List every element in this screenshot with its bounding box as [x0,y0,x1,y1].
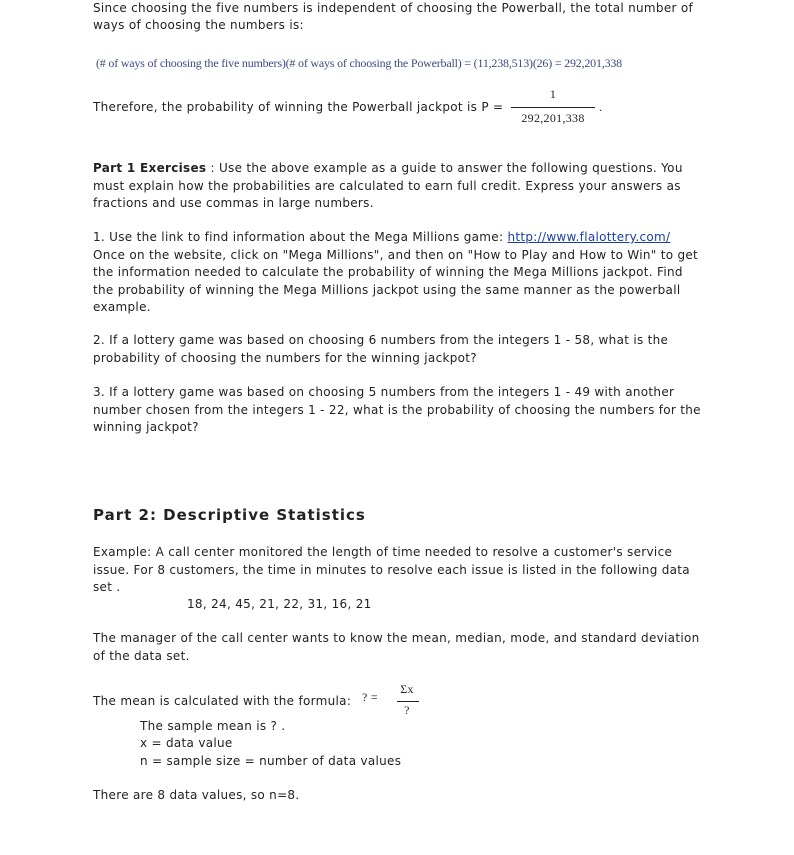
part2-heading: Part 2: Descriptive Statistics [93,506,366,524]
q1-rest: Once on the website, click on "Mega Millions", and then on "How to Play and How to Win" to get the information needed to calculate the probability of winning the Mega Millions jackpot. Find the probability of winning the Mega Millions jackpot using the same manner as the powerball example. [93,247,699,314]
probability-text: Therefore, the probability of winning the Powerball jackpot is P = [93,100,504,114]
flalottery-link[interactable]: http://www.flalottery.com/ [507,230,671,244]
part1-colon: : [206,161,219,175]
definition-n: n = sample size = number of data values [140,754,402,768]
probability-denominator: 292,201,338 [521,111,585,125]
manager-text: The manager of the call center wants to know the mean, median, mode, and standard deviation of the data set. [93,631,700,663]
q1-prefix: 1. Use the link to find information about the Mega Millions game: [93,230,508,244]
mean-numerator: Σx [400,682,414,696]
intro-line-1: Since choosing the five numbers is independent of choosing the Powerball, the total number of [93,1,694,15]
definition-x: x = data value [140,736,233,750]
data-count-text: There are 8 data values, so n=8. [93,788,300,802]
part1-label: Part 1 Exercises [93,161,207,175]
question-2: 2. If a lottery game was based on choosing 6 numbers from the integers 1 - 58, what is the probability of choosing the numbers for the winning jackpot? [93,333,669,365]
question-1 [93,229,705,317]
part1-instructions [93,160,705,213]
mean-formula-text: The mean is calculated with the formula: [93,694,352,708]
fraction-bar [511,107,595,108]
definition-sample-mean: The sample mean is ? . [140,719,286,733]
intro-line-2: ways of choosing the numbers is: [93,18,304,32]
example-text: Example: A call center monitored the length of time needed to resolve a customer's service issue. For 8 customers, the time in minutes to resolve each issue is listed in the following data set . [93,545,690,594]
mean-denominator: ? [404,703,410,717]
mean-symbol: ? = [362,690,378,704]
question-3: 3. If a lottery game was based on choosing 5 numbers from the integers 1 - 49 with another number chosen from the integers 1 - 22, what is the probability of choosing the numbers for the winning jackpot? [93,385,701,434]
powerball-formula: (# of ways of choosing the five numbers)(# of ways of choosing the Powerball) = (11,238,513)(26) = 292,201,338 [96,56,622,70]
mean-fraction-bar [397,701,419,702]
dataset-values: 18, 24, 45, 21, 22, 31, 16, 21 [187,597,372,611]
probability-numerator: 1 [549,87,557,101]
part1-text: Use the above example as a guide to answer the following questions. You must explain how the probabilities are calculated to earn full credit. Express your answers as fractions and use commas in large numbers. [93,161,683,210]
probability-period: . [599,100,603,114]
